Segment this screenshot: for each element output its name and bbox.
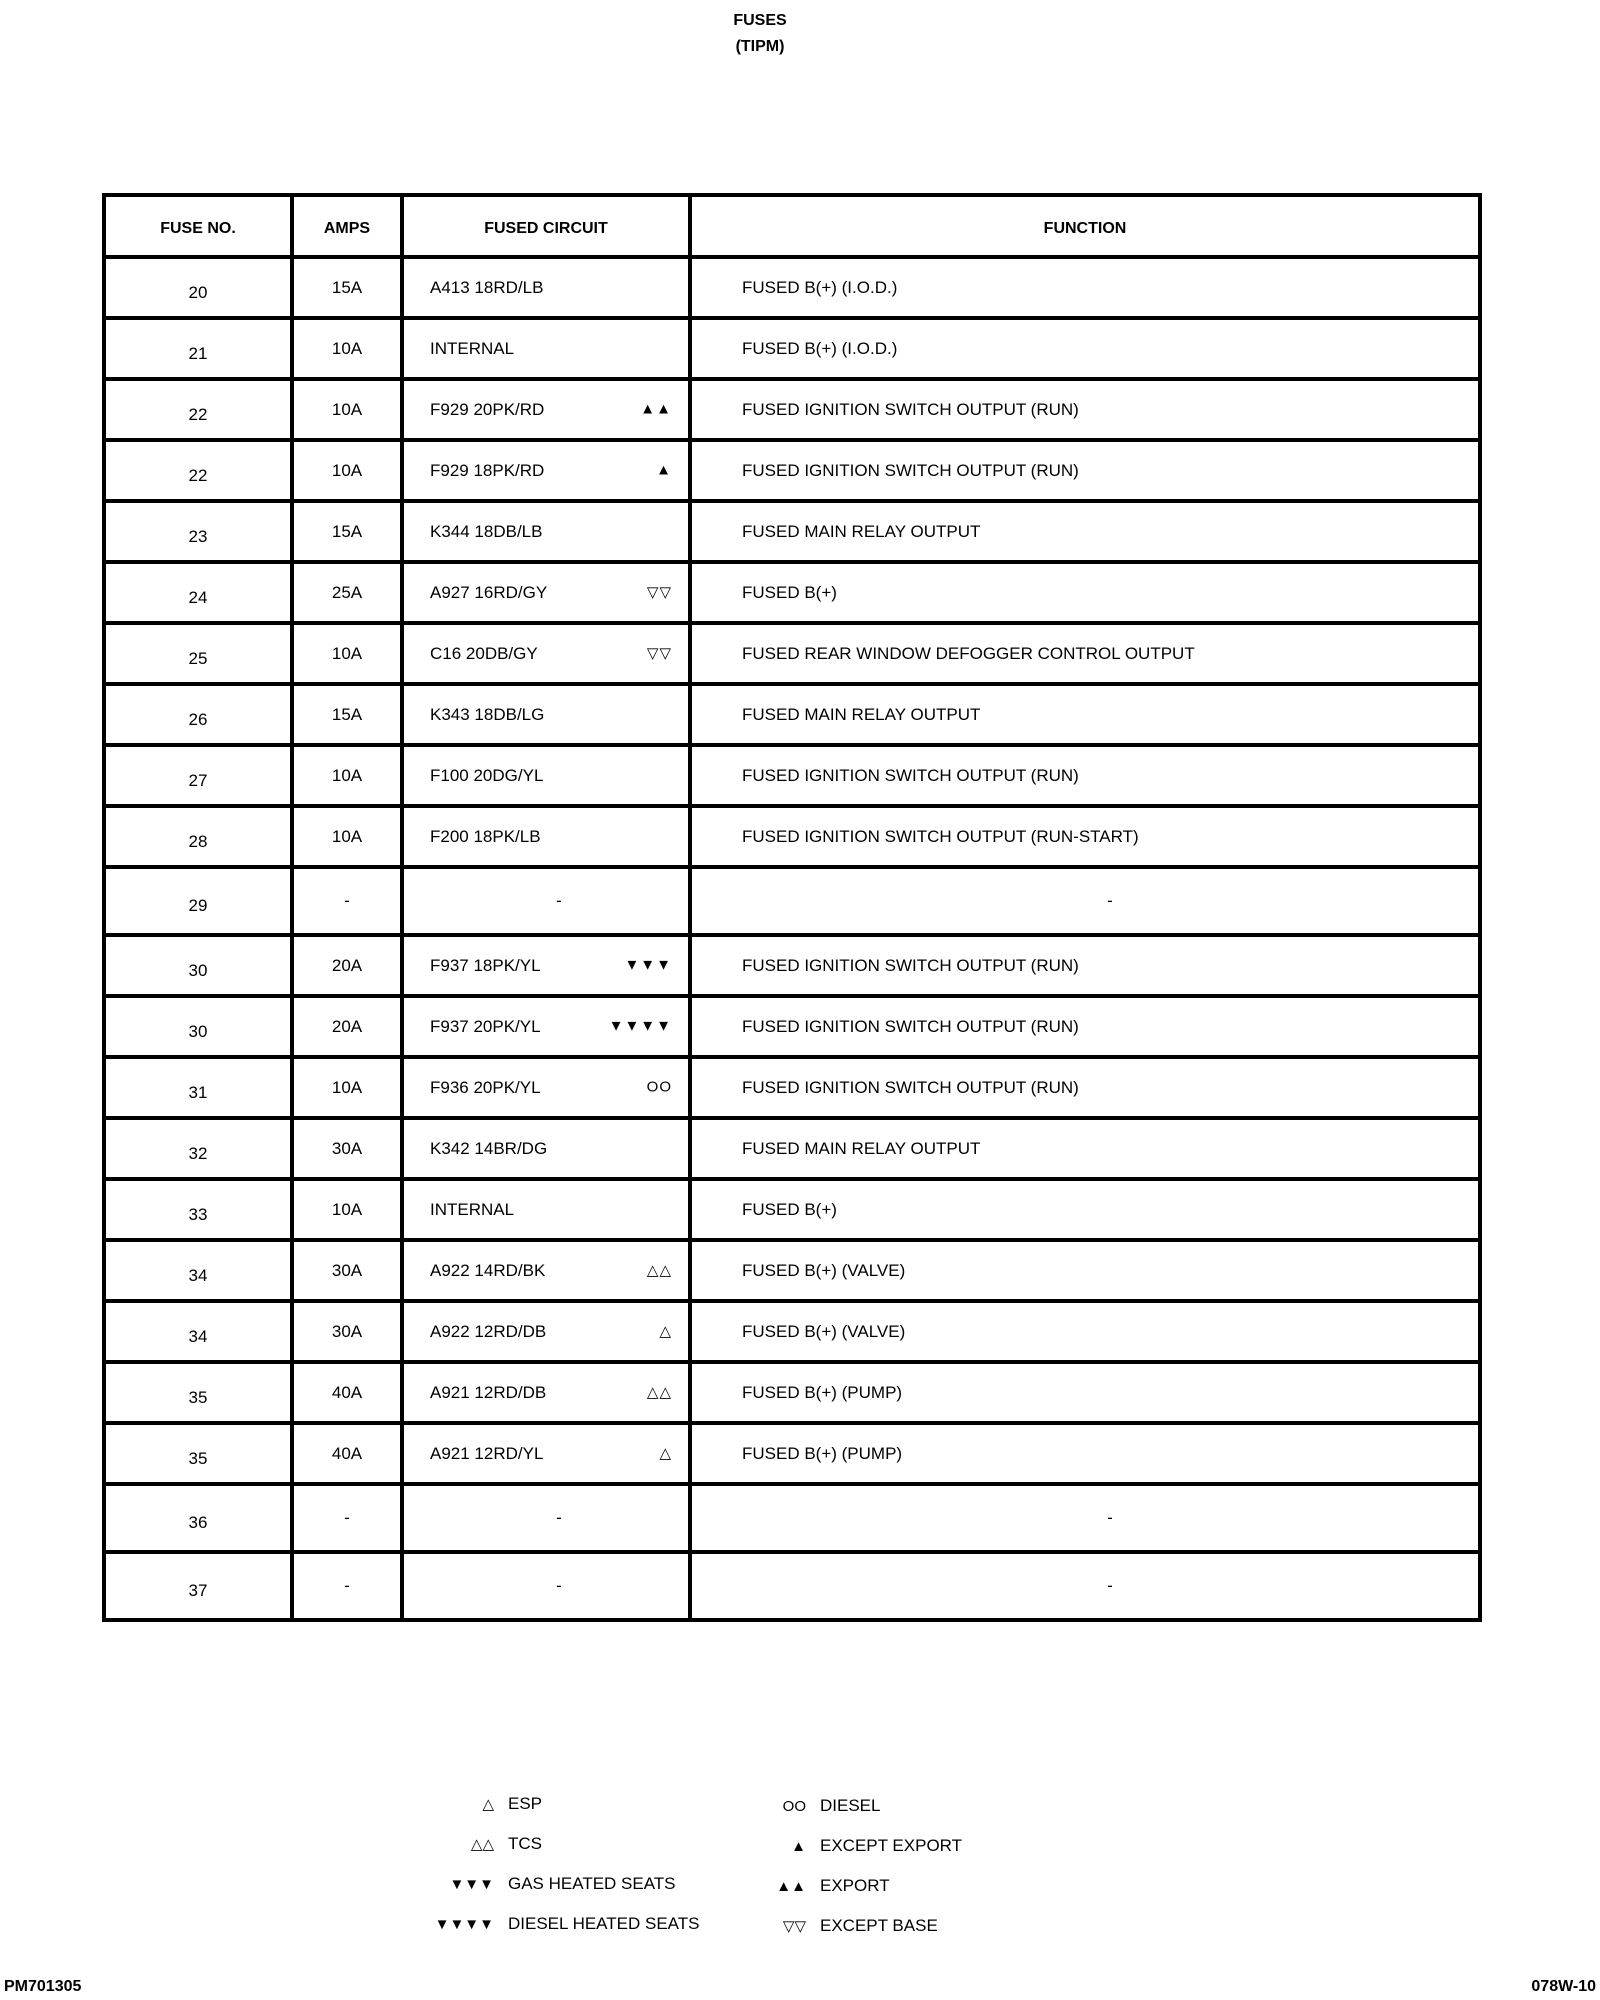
fused-circuit-label: - xyxy=(556,1508,562,1527)
amps-cell: 10A xyxy=(292,1057,402,1118)
fused-circuit-label: K343 18DB/LG xyxy=(430,704,545,724)
legend-symbol: ▲ xyxy=(791,1838,806,1855)
function-cell: FUSED B(+) xyxy=(690,562,1480,623)
fuse-number-cell: 34 xyxy=(104,1240,292,1301)
variant-symbol: △△ xyxy=(646,1261,672,1279)
amps-cell: 20A xyxy=(292,996,402,1057)
fuse-number-cell: 32 xyxy=(104,1118,292,1179)
fused-circuit-label: A921 12RD/YL xyxy=(430,1443,544,1463)
page-subtitle: (TIPM) xyxy=(735,38,785,55)
amps-cell: 10A xyxy=(292,379,402,440)
fused-circuit-cell xyxy=(402,684,690,745)
page-title: FUSES xyxy=(733,12,787,29)
fused-circuit-label: A922 12RD/DB xyxy=(430,1321,547,1341)
fused-circuit-cell xyxy=(402,440,690,501)
fused-circuit-cell xyxy=(402,996,690,1057)
fused-circuit-label: K344 18DB/LB xyxy=(430,521,543,541)
table-row xyxy=(104,1301,1480,1362)
table-row xyxy=(104,806,1480,867)
function-cell: - xyxy=(690,1552,1480,1620)
table-row xyxy=(104,1423,1480,1484)
fused-circuit-label: - xyxy=(556,1576,562,1595)
legend-label: DIESEL HEATED SEATS xyxy=(508,1914,700,1933)
fuse-table xyxy=(102,193,1482,1622)
variant-symbol: ▼▼▼ xyxy=(624,956,672,974)
fused-circuit-cell xyxy=(402,379,690,440)
legend-label: ESP xyxy=(508,1794,543,1813)
fused-circuit-cell xyxy=(402,1240,690,1301)
table-row xyxy=(104,1362,1480,1423)
fuse-number-cell: 26 xyxy=(104,684,292,745)
table-row xyxy=(104,867,1480,935)
amps-cell: 10A xyxy=(292,318,402,379)
variant-symbol: ▽▽ xyxy=(646,644,672,662)
legend-item-tcs xyxy=(414,1834,699,1874)
function-cell: FUSED MAIN RELAY OUTPUT xyxy=(690,684,1480,745)
legend-symbol: ▲▲ xyxy=(776,1878,806,1895)
fused-circuit-label: C16 20DB/GY xyxy=(430,643,538,663)
fused-circuit-cell xyxy=(402,867,690,935)
function-cell: FUSED IGNITION SWITCH OUTPUT (RUN) xyxy=(690,440,1480,501)
legend-item-except-export xyxy=(770,1836,962,1876)
legend-label: EXCEPT EXPORT xyxy=(820,1836,963,1855)
document-code: PM701305 xyxy=(4,1978,82,1995)
fuse-number-cell: 25 xyxy=(104,623,292,684)
fused-circuit-label: F100 20DG/YL xyxy=(430,765,544,785)
fuse-number-cell: 34 xyxy=(104,1301,292,1362)
amps-cell: 30A xyxy=(292,1301,402,1362)
function-cell: - xyxy=(690,867,1480,935)
fuse-number-cell: 31 xyxy=(104,1057,292,1118)
legend-item-except-base xyxy=(770,1916,962,1956)
amps-cell: 15A xyxy=(292,684,402,745)
fuse-number-cell: 21 xyxy=(104,318,292,379)
function-cell: FUSED MAIN RELAY OUTPUT xyxy=(690,1118,1480,1179)
fused-circuit-cell xyxy=(402,745,690,806)
fused-circuit-cell xyxy=(402,1552,690,1620)
amps-cell: 10A xyxy=(292,745,402,806)
amps-cell: 20A xyxy=(292,935,402,996)
legend-symbol: OO xyxy=(782,1798,806,1815)
legend-symbol: ▼▼▼▼ xyxy=(434,1916,494,1933)
fuse-table-body xyxy=(104,257,1480,1620)
variant-symbol: ▲▲ xyxy=(640,400,672,418)
legend-right xyxy=(770,1796,962,1956)
fuse-number-cell: 35 xyxy=(104,1362,292,1423)
table-row xyxy=(104,440,1480,501)
fused-circuit-label: INTERNAL xyxy=(430,1199,515,1219)
variant-symbol: ▽▽ xyxy=(646,583,672,601)
column-header-fuse-no: FUSE NO. xyxy=(104,195,292,257)
legend-label: DIESEL xyxy=(820,1796,881,1815)
fused-circuit-label: F936 20PK/YL xyxy=(430,1077,541,1097)
table-row xyxy=(104,379,1480,440)
function-cell: FUSED IGNITION SWITCH OUTPUT (RUN) xyxy=(690,745,1480,806)
column-header-amps: AMPS xyxy=(292,195,402,257)
fuse-number-cell: 20 xyxy=(104,257,292,318)
fused-circuit-cell xyxy=(402,1484,690,1552)
amps-cell: 40A xyxy=(292,1362,402,1423)
function-cell: FUSED B(+) (I.O.D.) xyxy=(690,318,1480,379)
column-header-function: FUNCTION xyxy=(690,195,1480,257)
function-cell: FUSED REAR WINDOW DEFOGGER CONTROL OUTPUT xyxy=(690,623,1480,684)
legend-symbol: ▽▽ xyxy=(782,1918,806,1935)
function-cell: FUSED B(+) (PUMP) xyxy=(690,1423,1480,1484)
function-cell: FUSED B(+) (PUMP) xyxy=(690,1362,1480,1423)
column-header-fused-circuit: FUSED CIRCUIT xyxy=(402,195,690,257)
fused-circuit-label: A927 16RD/GY xyxy=(430,582,548,602)
fused-circuit-cell xyxy=(402,1362,690,1423)
legend-item-esp xyxy=(414,1794,699,1834)
function-cell: FUSED IGNITION SWITCH OUTPUT (RUN) xyxy=(690,935,1480,996)
legend-symbol: ▼▼▼ xyxy=(449,1876,494,1893)
fused-circuit-cell xyxy=(402,318,690,379)
table-row xyxy=(104,684,1480,745)
table-row xyxy=(104,501,1480,562)
fused-circuit-label: F937 18PK/YL xyxy=(430,955,541,975)
legend-item-diesel-heated-seats xyxy=(414,1914,699,1954)
amps-cell: 40A xyxy=(292,1423,402,1484)
fuse-number-cell: 36 xyxy=(104,1484,292,1552)
variant-symbol: ▼▼▼▼ xyxy=(608,1017,672,1035)
legend-item-diesel xyxy=(770,1796,962,1836)
table-row xyxy=(104,257,1480,318)
table-row xyxy=(104,1484,1480,1552)
fused-circuit-label: F937 20PK/YL xyxy=(430,1016,541,1036)
fused-circuit-label: A921 12RD/DB xyxy=(430,1382,547,1402)
table-row xyxy=(104,1179,1480,1240)
fuse-number-cell: 29 xyxy=(104,867,292,935)
function-cell: FUSED B(+) xyxy=(690,1179,1480,1240)
table-row xyxy=(104,623,1480,684)
fused-circuit-cell xyxy=(402,806,690,867)
fuse-number-cell: 30 xyxy=(104,935,292,996)
variant-symbol: △ xyxy=(659,1444,672,1462)
fuse-number-cell: 22 xyxy=(104,440,292,501)
amps-cell: 15A xyxy=(292,257,402,318)
legend-label: GAS HEATED SEATS xyxy=(508,1874,676,1893)
fused-circuit-label: F929 18PK/RD xyxy=(430,460,545,480)
function-cell: FUSED IGNITION SWITCH OUTPUT (RUN) xyxy=(690,1057,1480,1118)
fused-circuit-label: A922 14RD/BK xyxy=(430,1260,546,1280)
function-cell: FUSED B(+) (VALVE) xyxy=(690,1301,1480,1362)
fuse-number-cell: 33 xyxy=(104,1179,292,1240)
fuse-number-cell: 27 xyxy=(104,745,292,806)
legend-label: EXPORT xyxy=(820,1876,890,1895)
fuse-number-cell: 22 xyxy=(104,379,292,440)
amps-cell: 10A xyxy=(292,1179,402,1240)
amps-cell: 10A xyxy=(292,440,402,501)
fused-circuit-cell xyxy=(402,562,690,623)
table-row xyxy=(104,1118,1480,1179)
legend-label: EXCEPT BASE xyxy=(820,1916,938,1935)
variant-symbol: ▲ xyxy=(656,461,672,479)
fused-circuit-cell xyxy=(402,1301,690,1362)
variant-symbol: △ xyxy=(659,1322,672,1340)
legend-symbol: △△ xyxy=(470,1836,494,1853)
fused-circuit-cell xyxy=(402,1057,690,1118)
amps-cell: 25A xyxy=(292,562,402,623)
fused-circuit-cell xyxy=(402,257,690,318)
fused-circuit-label: INTERNAL xyxy=(430,338,515,358)
table-row xyxy=(104,935,1480,996)
table-header-row xyxy=(104,195,1480,257)
legend-label: TCS xyxy=(508,1834,542,1853)
variant-symbol: △△ xyxy=(646,1383,672,1401)
legend-item-export xyxy=(770,1876,962,1916)
fused-circuit-cell xyxy=(402,1179,690,1240)
amps-cell: 10A xyxy=(292,806,402,867)
legend-symbol: △ xyxy=(482,1796,494,1813)
function-cell: FUSED IGNITION SWITCH OUTPUT (RUN-START) xyxy=(690,806,1480,867)
function-cell: FUSED MAIN RELAY OUTPUT xyxy=(690,501,1480,562)
fuse-number-cell: 28 xyxy=(104,806,292,867)
table-row xyxy=(104,562,1480,623)
amps-cell: 10A xyxy=(292,623,402,684)
fused-circuit-cell xyxy=(402,1423,690,1484)
fused-circuit-label: - xyxy=(556,891,562,910)
fused-circuit-label: F200 18PK/LB xyxy=(430,826,541,846)
function-cell: FUSED IGNITION SWITCH OUTPUT (RUN) xyxy=(690,996,1480,1057)
fused-circuit-cell xyxy=(402,935,690,996)
amps-cell: - xyxy=(292,1484,402,1552)
fuse-number-cell: 23 xyxy=(104,501,292,562)
amps-cell: - xyxy=(292,1552,402,1620)
fused-circuit-label: F929 20PK/RD xyxy=(430,399,545,419)
function-cell: FUSED B(+) (I.O.D.) xyxy=(690,257,1480,318)
variant-symbol: OO xyxy=(646,1078,672,1096)
fuse-number-cell: 35 xyxy=(104,1423,292,1484)
amps-cell: 30A xyxy=(292,1118,402,1179)
fused-circuit-cell xyxy=(402,623,690,684)
figure-code: 078W-10 xyxy=(1531,1978,1596,1995)
table-row xyxy=(104,1552,1480,1620)
fused-circuit-label: K342 14BR/DG xyxy=(430,1138,548,1158)
legend-left xyxy=(414,1794,699,1954)
table-row xyxy=(104,745,1480,806)
table-row xyxy=(104,996,1480,1057)
fused-circuit-cell xyxy=(402,1118,690,1179)
function-cell: FUSED B(+) (VALVE) xyxy=(690,1240,1480,1301)
table-row xyxy=(104,1057,1480,1118)
amps-cell: 15A xyxy=(292,501,402,562)
amps-cell: 30A xyxy=(292,1240,402,1301)
fuse-number-cell: 24 xyxy=(104,562,292,623)
table-row xyxy=(104,318,1480,379)
fused-circuit-label: A413 18RD/LB xyxy=(430,277,544,297)
legend-item-gas-heated-seats xyxy=(414,1874,699,1914)
table-row xyxy=(104,1240,1480,1301)
fused-circuit-cell xyxy=(402,501,690,562)
function-cell: FUSED IGNITION SWITCH OUTPUT (RUN) xyxy=(690,379,1480,440)
amps-cell: - xyxy=(292,867,402,935)
fuse-number-cell: 30 xyxy=(104,996,292,1057)
function-cell: - xyxy=(690,1484,1480,1552)
fuse-number-cell: 37 xyxy=(104,1552,292,1620)
